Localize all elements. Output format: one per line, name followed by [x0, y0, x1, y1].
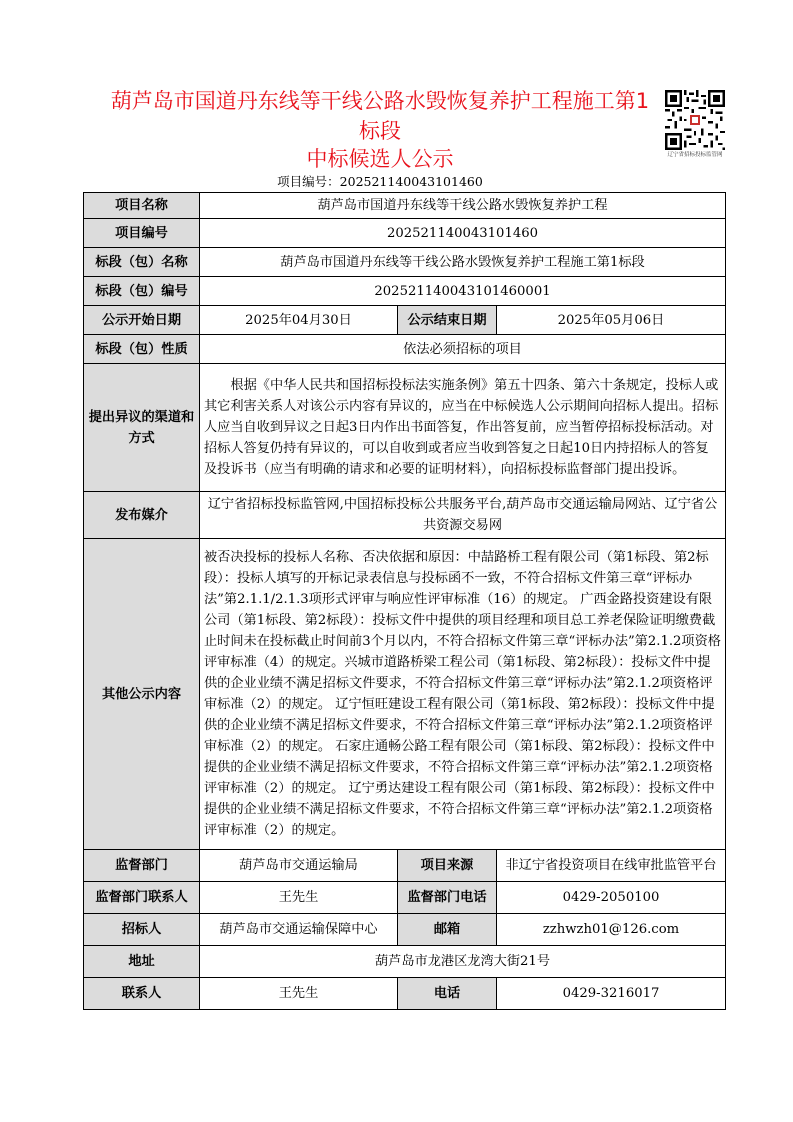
liaison-tel-value: 0429-3216017	[497, 978, 726, 1010]
qr-caption: 辽宁省招标投标监管网	[667, 152, 723, 158]
supervision-contact-value: 王先生	[200, 882, 398, 914]
section-name-label: 标段（包）名称	[84, 248, 200, 277]
supervision-phone-value: 0429-2050100	[497, 882, 726, 914]
tenderer-label: 招标人	[84, 914, 200, 946]
supervision-contact-label: 监督部门联系人	[84, 882, 200, 914]
end-date-label: 公示结束日期	[398, 306, 497, 335]
project-name-label: 项目名称	[84, 193, 200, 219]
supervision-dept-label: 监督部门	[84, 850, 200, 882]
row-supervision-contact	[84, 882, 726, 914]
supervision-phone-label: 监督部门电话	[398, 882, 497, 914]
other-value: 被否决投标的投标人名称、否决依据和原因：中喆路桥工程有限公司（第1标段、第2标段）：投标人填写的开标记录表信息与投标函不一致，不符合招标文件第三章“评标办法”第2.1.1/2.1.3项形式评审与响应性评审标准（16）的规定。 广西金路投资建设有限公司（第1标段、第2标段）：投标文件中提供的项目经理和项目总工养老保险证明缴费截止时间未在投标截止时间前3个月以内，不符合招标文件第三章“评标办法”第2.1.2项资格评审标准（4）的规定。兴城市道路桥梁工程公司（第1标段、第2标段）：投标文件中提供的企业业绩不满足招标文件要求，不符合招标文件第三章“评标办法”第2.1.2项资格评审标准（2）的规定。 辽宁恒旺建设工程有限公司（第1标段、第2标段）：投标文件中提供的企业业绩不满足招标文件要求，不符合招标文件第三章“评标办法”第2.1.2项资格评审标准（2）的规定。 石家庄通畅公路工程有限公司（第1标段、第2标段）：投标文件中提供的企业业绩不满足招标文件要求，不符合招标文件第三章“评标办法”第2.1.2项资格评审标准（2）的规定。 辽宁勇达建设工程有限公司（第1标段、第2标段）：投标文件中提供的企业业绩不满足招标文件要求，不符合招标文件第三章“评标办法”第2.1.2项资格评审标准（2）的规定。	[200, 539, 726, 850]
start-date-value: 2025年04月30日	[200, 306, 398, 335]
liaison-label: 联系人	[84, 978, 200, 1010]
media-label: 发布媒介	[84, 492, 200, 539]
section-nature-value: 依法必须招标的项目	[200, 335, 726, 364]
section-name-value: 葫芦岛市国道丹东线等干线公路水毁恢复养护工程施工第1标段	[200, 248, 726, 277]
row-section-name	[84, 248, 726, 277]
row-project-name	[84, 193, 726, 219]
row-section-nature	[84, 335, 726, 364]
project-source-value: 非辽宁省投资项目在线审批监管平台	[497, 850, 726, 882]
announcement-table	[83, 192, 726, 1010]
row-supervision	[84, 850, 726, 882]
section-nature-label: 标段（包）性质	[84, 335, 200, 364]
other-label: 其他公示内容	[84, 539, 200, 850]
email-value: zzhwzh01@126.com	[497, 914, 726, 946]
objection-text: 根据《中华人民共和国招标投标法实施条例》第五十四条、第六十条规定，投标人或其它利害关系人对该公示内容有异议的，应当在中标候选人公示期间向招标人提出。招标人应当自收到异议之日起3日内作出书面答复，作出答复前，应当暂停招标投标活动。对招标人答复仍持有异议的，可以自收到或者应当收到答复之日起10日内持招标人的答复及投诉书（应当有明确的请求和必要的证明材料），向招标投标监督部门提出投诉。	[204, 378, 719, 477]
page-title: 葫芦岛市国道丹东线等干线公路水毁恢复养护工程施工第1标段	[110, 89, 650, 143]
project-source-label: 项目来源	[398, 850, 497, 882]
supervision-dept-value: 葫芦岛市交通运输局	[200, 850, 398, 882]
end-date-value: 2025年05月06日	[497, 306, 726, 335]
row-tenderer	[84, 914, 726, 946]
row-media	[84, 492, 726, 539]
qr-code-icon	[665, 90, 725, 150]
page-subtitle: 中标候选人公示	[306, 147, 454, 171]
row-address	[84, 946, 726, 978]
start-date-label: 公示开始日期	[84, 306, 200, 335]
address-value: 葫芦岛市龙港区龙湾大街21号	[200, 946, 726, 978]
address-label: 地址	[84, 946, 200, 978]
row-dates	[84, 306, 726, 335]
objection-value	[200, 364, 726, 492]
section-no-value: 202521140043101460001	[200, 277, 726, 306]
objection-label: 提出异议的渠道和方式	[84, 364, 200, 492]
liaison-value: 王先生	[200, 978, 398, 1010]
row-project-no	[84, 219, 726, 248]
email-label: 邮箱	[398, 914, 497, 946]
row-section-no	[84, 277, 726, 306]
project-number-line: 项目编号：202521140043101460	[277, 174, 483, 189]
section-no-label: 标段（包）编号	[84, 277, 200, 306]
tenderer-value: 葫芦岛市交通运输保障中心	[200, 914, 398, 946]
row-liaison	[84, 978, 726, 1010]
project-name-value: 葫芦岛市国道丹东线等干线公路水毁恢复养护工程	[200, 193, 726, 219]
row-objection	[84, 364, 726, 492]
media-value: 辽宁省招标投标监管网,中国招标投标公共服务平台,葫芦岛市交通运输局网站、辽宁省公共资源交易网	[200, 492, 726, 539]
row-other	[84, 539, 726, 850]
project-no-value: 202521140043101460	[200, 219, 726, 248]
project-no-label: 项目编号	[84, 219, 200, 248]
liaison-tel-label: 电话	[398, 978, 497, 1010]
